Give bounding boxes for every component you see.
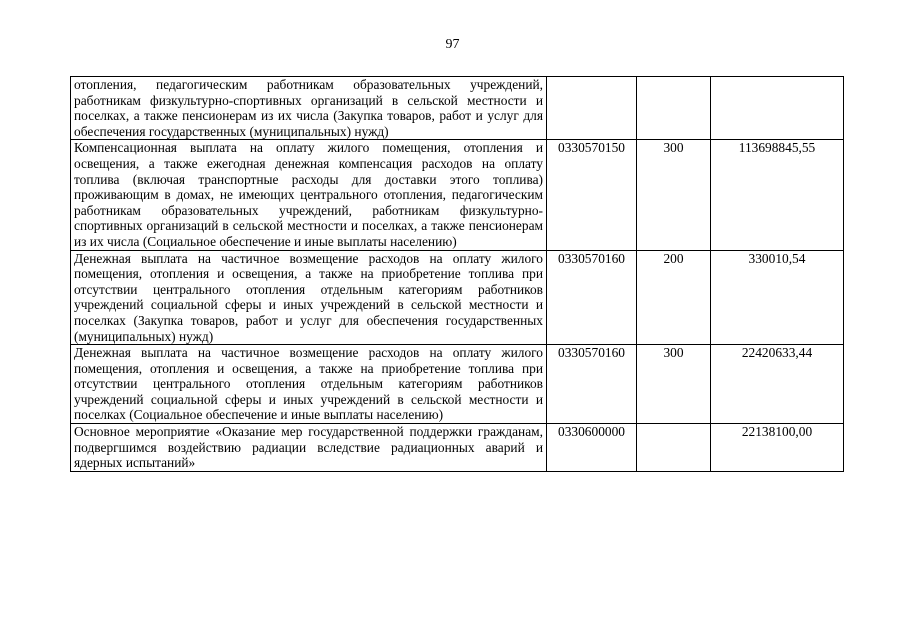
- row-target-code: 0330600000: [547, 424, 637, 472]
- row-expense-kind: 300: [637, 140, 711, 250]
- row-expense-kind: 200: [637, 250, 711, 345]
- row-target-code: [547, 77, 637, 140]
- table-row: [71, 77, 844, 140]
- budget-table: [70, 76, 844, 472]
- row-target-code: 0330570160: [547, 345, 637, 424]
- row-amount: 22138100,00: [711, 424, 844, 472]
- row-amount: [711, 77, 844, 140]
- row-description: отопления, педагогическим работникам образовательных учреждений, работникам физкультурно-спортивных организаций в сельской местности и поселках, а также пенсионерам из их числа (Закупка товаров, работ и услуг для обеспечения государственных (муниципальных) нужд): [71, 77, 547, 140]
- row-target-code: 0330570150: [547, 140, 637, 250]
- row-expense-kind: [637, 424, 711, 472]
- row-amount: 330010,54: [711, 250, 844, 345]
- row-description: Основное мероприятие «Оказание мер государственной поддержки гражданам, подвергшимся воздействию радиации вследствие радиационных аварий и ядерных испытаний»: [71, 424, 547, 472]
- row-description: Компенсационная выплата на оплату жилого помещения, отопления и освещения, а также ежегодная денежная компенсация расходов на оплату топлива (включая транспортные расходы для доставки этого топлива) проживающим в домах, не имеющих центрального отопления, педагогическим работникам образовательных учреждений, работникам физкультурно-спортивных организаций в сельской местности и поселках, а также пенсионерам из их числа (Социальное обеспечение и иные выплаты населению): [71, 140, 547, 250]
- row-amount: 22420633,44: [711, 345, 844, 424]
- row-description: Денежная выплата на частичное возмещение расходов на оплату жилого помещения, отопления и освещения, а также на приобретение топлива при отсутствии центрального отопления отдельным категориям работников учреждений социальной сферы и иных учреждений в сельской местности и поселках (Социальное обеспечение и иные выплаты населению): [71, 345, 547, 424]
- row-amount: 113698845,55: [711, 140, 844, 250]
- page-number: 97: [445, 37, 460, 52]
- table-row: [71, 140, 844, 250]
- table-row: [71, 250, 844, 345]
- row-expense-kind: 300: [637, 345, 711, 424]
- table-row: [71, 345, 844, 424]
- row-target-code: 0330570160: [547, 250, 637, 345]
- table-row: [71, 424, 844, 472]
- row-expense-kind: [637, 77, 711, 140]
- row-description: Денежная выплата на частичное возмещение расходов на оплату жилого помещения, отопления и освещения, а также на приобретение топлива при отсутствии центрального отопления отдельным категориям работников учреждений социальной сферы и иных учреждений в сельской местности и поселках (Закупка товаров, работ и услуг для обеспечения государственных (муниципальных) нужд): [71, 250, 547, 345]
